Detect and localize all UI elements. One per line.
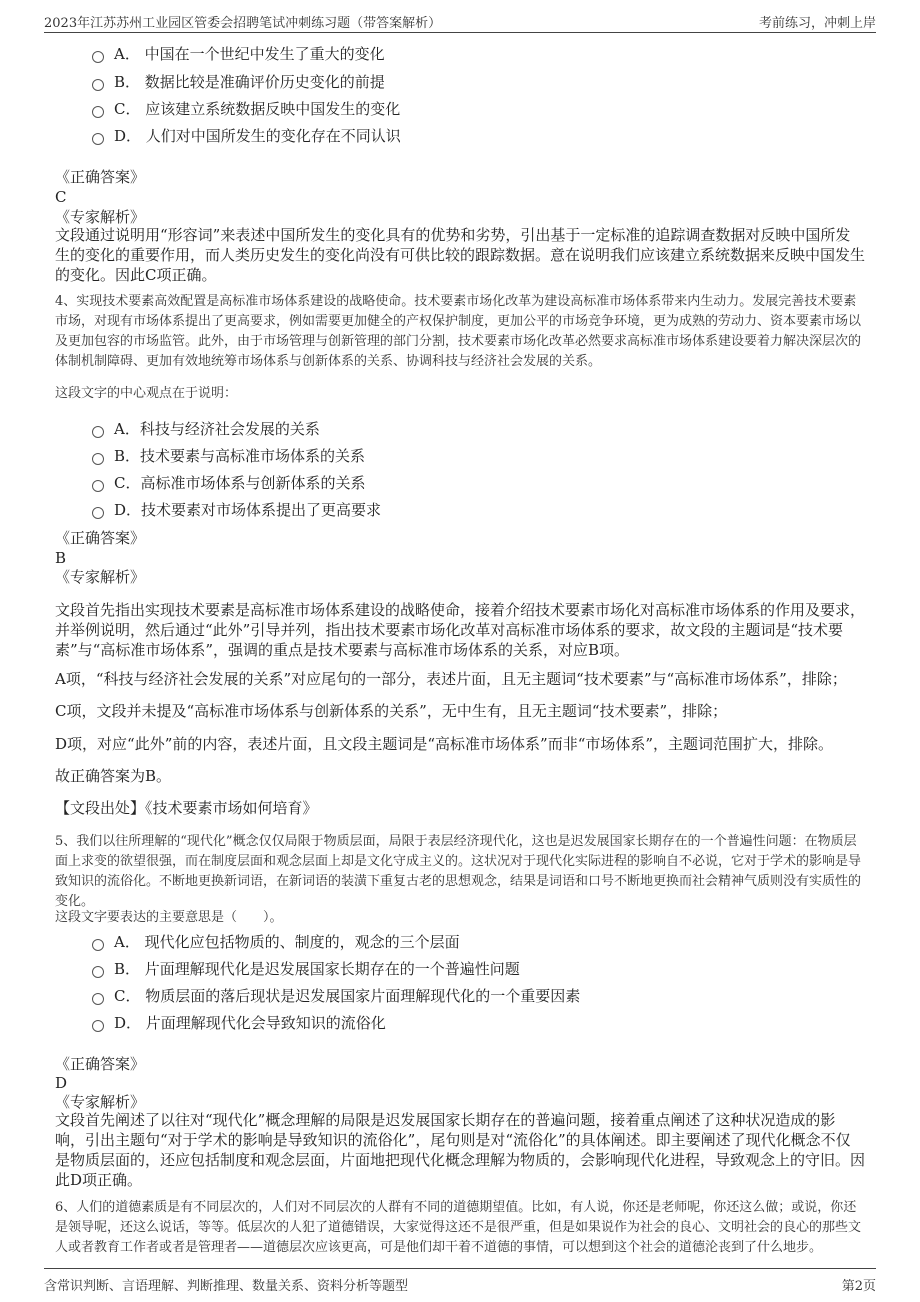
radio-icon[interactable] — [92, 106, 104, 118]
page-header — [44, 6, 876, 33]
q5-option-b[interactable]: B． 片面理解现代化是迟发展国家长期存在的一个普遍性问题 — [92, 959, 520, 979]
radio-icon[interactable] — [92, 1020, 104, 1032]
q3-analysis: 文段通过说明用“形容词”来表述中国所发生的变化具有的优势和劣势，引出基于一定标准的追踪调查数据对反映中国所发生的变化的重要作用，而人类历史发生的变化尚没有可供比较的跟踪数据。意在说明我们应该建立系统数据来反映中国发生的变化。因此C项正确。 — [55, 226, 866, 284]
page-footer — [44, 1268, 876, 1295]
analysis-label: 《专家解析》 — [55, 1093, 146, 1111]
q3-option-c[interactable]: C． 应该建立系统数据反映中国发生的变化 — [92, 99, 400, 119]
radio-icon[interactable] — [92, 133, 104, 145]
q4-option-b[interactable]: B．技术要素与高标准市场体系的关系 — [92, 446, 365, 466]
radio-icon[interactable] — [92, 939, 104, 951]
q3-option-a[interactable]: A． 中国在一个世纪中发生了重大的变化 — [92, 44, 385, 64]
q5-option-c[interactable]: C． 物质层面的落后现状是迟发展国家片面理解现代化的一个重要因素 — [92, 986, 580, 1006]
q4-option-c-analysis: C项，文段并未提及“高标准市场体系与创新体系的关系”，无中生有，且无主题词“技术要素”，排除； — [55, 702, 728, 720]
q5-option-d[interactable]: D． 片面理解现代化会导致知识的流俗化 — [92, 1013, 386, 1033]
q4-analysis: 文段首先指出实现技术要素是高标准市场体系建设的战略使命，接着介绍技术要素市场化对高标准市场体系的作用及要求，并举例说明，然后通过“此外”引导并列，指出技术要素市场化改革对高标准市场体系的要求，故文段的主题词是“技术要素”与“高标准市场体系”，强调的重点是技术要素与高标准市场体系的关系，对应B项。 — [55, 601, 866, 659]
q3-option-d[interactable]: D． 人们对中国所发生的变化存在不同认识 — [92, 126, 401, 146]
footer-subjects: 含常识判断、言语理解、判断推理、数量关系、资料分析等题型 — [44, 1279, 409, 1294]
q5-analysis: 文段首先阐述了以往对“现代化”概念理解的局限是迟发展国家长期存在的普遍问题，接着重点阐述了这种状况造成的影响，引出主题句“对于学术的影响是导致知识的流俗化”，尾句则是对“流俗化”的具体阐述。即主要阐述了现代化概念不仅是物质层面的，还应包括制度和观念层面，片面地把现代化概念理解为物质的，会影响现代化进程，导致观念上的守旧。因此D项正确。 — [55, 1111, 866, 1189]
document-title: 2023年江苏苏州工业园区管委会招聘笔试冲刺练习题（带答案解析） — [44, 16, 442, 31]
q3-answer: C — [55, 188, 67, 206]
q4-source: 【文段出处】《技术要素市场如何培育》 — [55, 799, 318, 817]
q4-option-d[interactable]: D．技术要素对市场体系提出了更高要求 — [92, 500, 381, 520]
q4-option-d-analysis: D项，对应“此外”前的内容，表述片面，且文段主题词是“高标准市场体系”而非“市场体系”，主题词范围扩大，排除。 — [55, 735, 834, 753]
answer-label: 《正确答案》 — [55, 1055, 146, 1073]
q5-stem: 5、我们以往所理解的“现代化”概念仅仅局限于物质层面，局限于表层经济现代化，这也是迟发展国家长期存在的一个普遍性问题：在物质层面上求变的欲望很强，而在制度层面和观念层面上却是文化守成主义的。这状况对于现代化实际进程的影响自不必说，它对于学术的影响是导致知识的流俗化。不断地更换新词语，在新词语的装潢下重复古老的思想观念，结果是词语和口号不断地更换而社会精神气质则没有实质性的变化。 — [55, 834, 862, 909]
analysis-label: 《专家解析》 — [55, 208, 146, 226]
q4-option-c[interactable]: C．高标准市场体系与创新体系的关系 — [92, 473, 365, 493]
q4-answer: B — [55, 549, 67, 567]
q5-option-a[interactable]: A． 现代化应包括物质的、制度的，观念的三个层面 — [92, 932, 460, 952]
q4-question: 这段文字的中心观点在于说明： — [55, 386, 238, 401]
radio-icon[interactable] — [92, 79, 104, 91]
page-number: 第2页 — [841, 1279, 876, 1294]
radio-icon[interactable] — [92, 993, 104, 1005]
q4-conclusion: 故正确答案为B。 — [55, 767, 172, 785]
q4-option-a-analysis: A项，“科技与经济社会发展的关系”对应尾句的一部分，表述片面，且无主题词“技术要素”与“高标准市场体系”，排除； — [55, 670, 847, 688]
q5-question: 这段文字要表达的主要意思是（ ）。 — [55, 910, 283, 925]
analysis-label: 《专家解析》 — [55, 568, 146, 586]
q5-answer: D — [55, 1074, 68, 1092]
radio-icon[interactable] — [92, 480, 104, 492]
q6-stem: 6、人们的道德素质是有不同层次的，人们对不同层次的人群有不同的道德期望值。比如，有人说，你还是老师呢，你还这么做；或说，你还是领导呢，还这么说话，等等。低层次的人犯了道德错误，大家觉得这还不是很严重，但是如果说作为社会的良心、文明社会的良心的那些文人或者教育工作者或者是管理者——道德层次应该更高，可是他们却干着不道德的事情，可以想到这个社会的道德沦丧到了什么地步。 — [55, 1200, 862, 1255]
radio-icon[interactable] — [92, 51, 104, 63]
answer-label: 《正确答案》 — [55, 529, 146, 547]
q4-stem: 4、实现技术要素高效配置是高标准市场体系建设的战略使命。技术要素市场化改革为建设高标准市场体系带来内生动力。发展完善技术要素市场，对现有市场体系提出了更高要求，例如需要更加健全的产权保护制度，更加公平的市场竞争环境，更为成熟的劳动力、资本要素市场以及更加包容的市场监管。此外，由于市场管理与创新管理的部门分割，技术要素市场化改革必然要求高标准市场体系建设要着力解决深层次的体制机制障碍、更加有效地统筹市场体系与创新体系的关系、协调科技与经济社会发展的关系。 — [55, 294, 862, 369]
header-slogan: 考前练习，冲刺上岸 — [758, 16, 876, 31]
q4-option-a[interactable]: A．科技与经济社会发展的关系 — [92, 419, 320, 439]
q3-option-b[interactable]: B． 数据比较是准确评价历史变化的前提 — [92, 72, 385, 92]
answer-label: 《正确答案》 — [55, 168, 146, 186]
radio-icon[interactable] — [92, 507, 104, 519]
radio-icon[interactable] — [92, 453, 104, 465]
radio-icon[interactable] — [92, 426, 104, 438]
radio-icon[interactable] — [92, 966, 104, 978]
